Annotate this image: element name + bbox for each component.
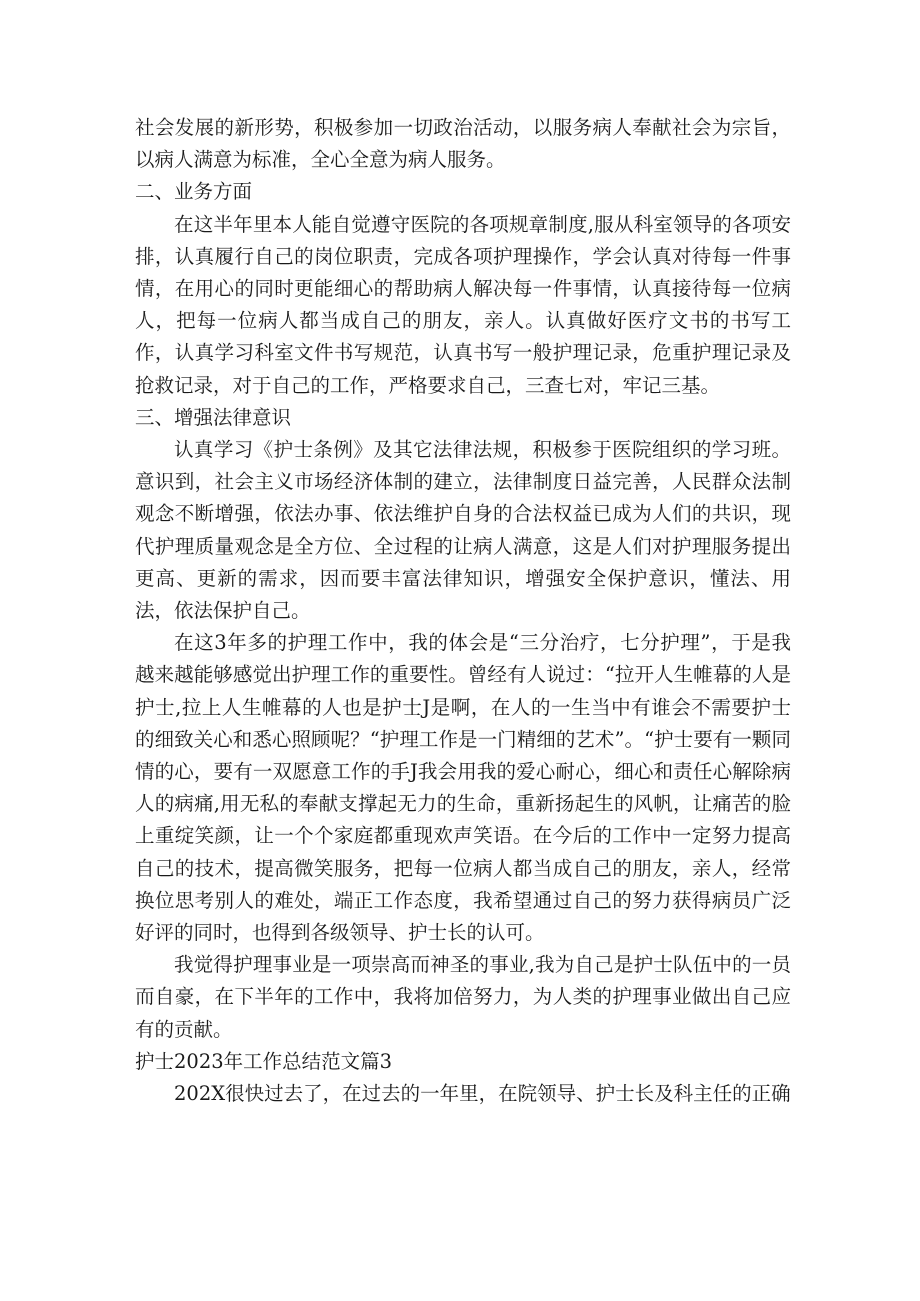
paragraph-legal-awareness: 认真学习《护士条例》及其它法律法规，积极参于医院组织的学习班。意识到，社会主义市场经济体制的建立，法律制度日益完善，人民群众法制观念不断增强，依法办事、依法维护自身的合法权益已成为人们的共识，现代护理质量观念是全方位、全过程的让病人满意，这是人们对护理服务提出更高、更新的需求，因而要丰富法律知识，增强安全保护意识，懂法、用法，依法保护自己。: [135, 438, 791, 623]
document-body: [135, 112, 791, 1110]
paragraph-part-3-opening: 202X很快过去了，在过去的一年里，在院领导、护士长及科主任的正确: [174, 1082, 791, 1106]
paragraph-nursing-experience: 在这3年多的护理工作中，我的体会是“三分治疗，七分护理”，于是我越来越能够感觉出护理工作的重要性。曾经有人说过：“拉开人生帷幕的人是护士,拉上人生帷幕的人也是护士J是啊，在人的一生当中有谁会不需要护士的细致关心和悉心照顾呢？“护理工作是一门精细的艺术”。“护士要有一颗同情的心，要有一双愿意工作的手J我会用我的爱心耐心，细心和责任心解除病人的病痛,用无私的奉献支撑起无力的生命，重新扬起生的风帆，让痛苦的脸上重绽笑颜，让一个个家庭都重现欢声笑语。在今后的工作中一定努力提高自己的技术，提高微笑服务，把每一位病人都当成自己的朋友，亲人，经常换位思考别人的难处，端正工作态度，我希望通过自己的努力获得病员广泛好评的同时，也得到各级领导、护士长的认可。: [135, 631, 791, 945]
paragraph-political-continued: 社会发展的新形势，积极参加一切政治活动，以服务病人奉献社会为宗旨，以病人满意为标准，全心全意为病人服务。: [135, 116, 791, 172]
paragraph-conclusion: 我觉得护理事业是一项崇高而神圣的事业,我为自己是护士队伍中的一员而自豪，在下半年的工作中，我将加倍努力，为人类的护理事业做出自己应有的贡献。: [135, 953, 791, 1041]
section-heading-legal-awareness: 三、增强法律意识: [135, 405, 292, 429]
paragraph-business: 在这半年里本人能自觉遵守医院的各项规章制度,服从科室领导的各项安排，认真履行自己的岗位职责，完成各项护理操作，学会认真对待每一件事情，在用心的同时更能细心的帮助病人解决每一件事情，认真接待每一位病人，把每一位病人都当成自己的朋友，亲人。认真做好医疗文书的书写工作，认真学习科室文件书写规范，认真书写一般护理记录，危重护理记录及抢救记录，对于自己的工作，严格要求自己，三查七对，牢记三基。: [135, 212, 791, 397]
article-title-part-3: 护士2023年工作总结范文篇3: [135, 1049, 393, 1073]
section-heading-business: 二、业务方面: [135, 180, 253, 204]
